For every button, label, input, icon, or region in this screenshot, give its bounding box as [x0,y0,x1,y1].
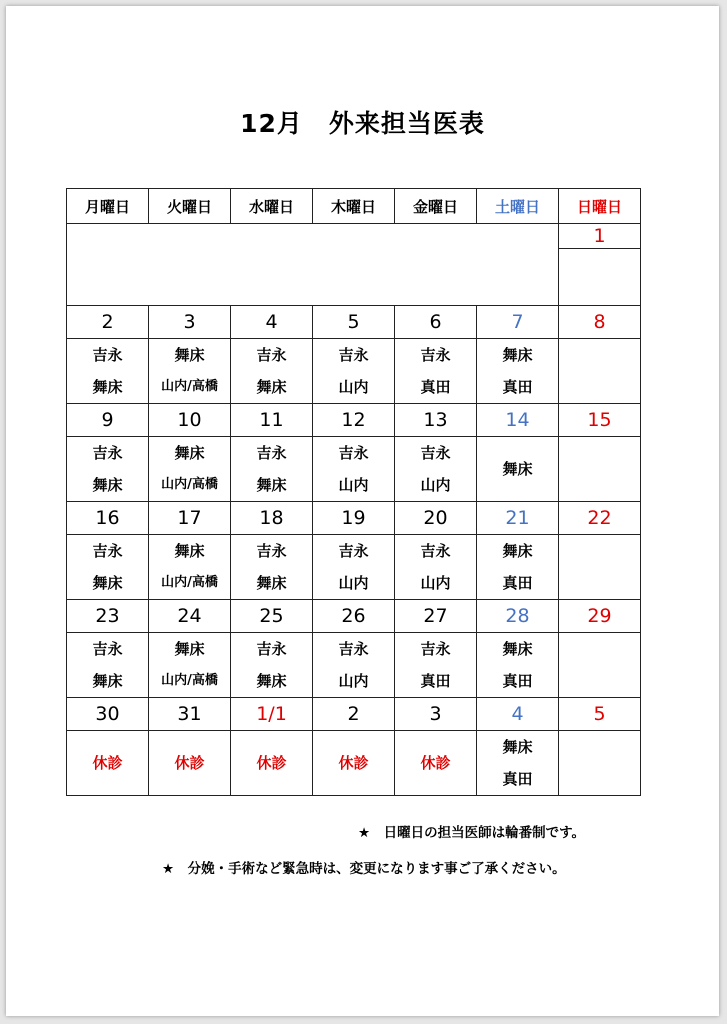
doctor-name: 山内 [338,476,369,494]
doctor-name: 山内 [420,476,451,494]
weekday-header-row [67,189,641,224]
doctor-name: 舞床 [502,738,533,756]
doctor-name: 吉永 [92,346,123,364]
date-cell: 18 [231,502,313,535]
doctor-name: 吉永 [256,444,287,462]
doctor-name: 真田 [502,378,533,396]
doctor-name: 真田 [502,672,533,690]
doctor-cell [313,535,395,600]
doctor-name: 山内 [338,672,369,690]
date-cell: 4 [231,306,313,339]
doctor-cell [313,339,395,404]
doctor-cell [149,437,231,502]
doctor-cell [67,633,149,698]
doctor-name: 舞床 [92,574,123,592]
doctor-name: 吉永 [256,346,287,364]
date-row [67,306,641,339]
doctor-name: 山内/高橋 [161,673,218,688]
doctor-cell [149,535,231,600]
doctor-cell [231,731,313,796]
doctor-name: 舞床 [174,542,205,560]
doctor-cell [477,535,559,600]
date-cell: 23 [67,600,149,633]
doctor-name: 舞床 [174,444,205,462]
doctor-name: 吉永 [92,640,123,658]
doctor-cell [559,731,641,796]
date-cell: 30 [67,698,149,731]
weekday-header-sunday: 日曜日 [559,189,641,224]
doctor-name: 舞床 [174,640,205,658]
doctor-cell [149,731,231,796]
page-title: 12月 外来担当医表 [240,109,485,138]
date-cell: 11 [231,404,313,437]
doctor-name: 山内 [420,574,451,592]
date-cell: 5 [559,698,641,731]
closed-label: 休診 [174,754,205,772]
date-cell: 1/1 [231,698,313,731]
date-row [67,502,641,535]
doctor-row [67,437,641,502]
doctor-name: 吉永 [92,542,123,560]
doctor-cell [231,339,313,404]
date-cell: 17 [149,502,231,535]
doctor-cell [477,633,559,698]
date-cell: 15 [559,404,641,437]
closed-label: 休診 [338,754,369,772]
weekday-header: 火曜日 [149,189,231,224]
note-item: ★ 日曜日の担当医師は輪番制です。 [358,825,586,841]
doctor-cell [67,535,149,600]
doctor-cell [477,731,559,796]
date-row [67,698,641,731]
date-cell: 26 [313,600,395,633]
date-cell: 5 [313,306,395,339]
doctor-cell [395,633,477,698]
note-item: ★ 分娩・手術など緊急時は、変更になります事ご了承ください。 [162,861,566,877]
doctor-name: 真田 [420,672,451,690]
schedule-sheet [6,6,719,1016]
doctor-cell [395,535,477,600]
date-cell: 3 [149,306,231,339]
doctor-row [67,731,641,796]
weekday-header: 月曜日 [67,189,149,224]
date-cell: 1 [559,224,641,249]
doctor-cell [477,437,559,502]
doctor-name: 舞床 [256,476,287,494]
date-cell: 2 [67,306,149,339]
empty-cell [67,224,559,306]
doctor-name: 吉永 [420,542,451,560]
doctor-cell [313,731,395,796]
date-cell: 29 [559,600,641,633]
doctor-name: 舞床 [92,672,123,690]
date-row [67,224,641,249]
doctor-cell [149,633,231,698]
doctor-name: 吉永 [420,640,451,658]
doctor-name: 山内 [338,574,369,592]
doctor-name: 山内/高橋 [161,575,218,590]
doctor-cell [559,339,641,404]
date-cell: 24 [149,600,231,633]
date-cell: 4 [477,698,559,731]
doctor-name: 吉永 [338,346,369,364]
doctor-name: 舞床 [174,346,205,364]
weekday-header: 木曜日 [313,189,395,224]
doctor-name: 舞床 [502,542,533,560]
closed-label: 休診 [92,754,123,772]
doctor-name: 舞床 [502,460,533,478]
doctor-name: 吉永 [338,444,369,462]
doctor-name: 吉永 [256,542,287,560]
date-cell: 25 [231,600,313,633]
doctor-cell [559,535,641,600]
date-cell: 20 [395,502,477,535]
date-cell: 27 [395,600,477,633]
date-cell: 9 [67,404,149,437]
date-cell: 10 [149,404,231,437]
date-row [67,600,641,633]
date-cell: 3 [395,698,477,731]
date-cell: 16 [67,502,149,535]
doctor-cell [231,437,313,502]
date-cell: 22 [559,502,641,535]
date-cell: 2 [313,698,395,731]
date-cell: 8 [559,306,641,339]
closed-label: 休診 [420,754,451,772]
doctor-row [67,339,641,404]
doctor-cell [559,437,641,502]
doctor-name: 吉永 [256,640,287,658]
doctor-cell [67,339,149,404]
doctor-cell [313,633,395,698]
doctor-name: 舞床 [256,574,287,592]
weekday-header: 金曜日 [395,189,477,224]
doctor-cell [313,437,395,502]
date-row [67,404,641,437]
doctor-name: 山内/高橋 [161,477,218,492]
doctor-name: 真田 [502,574,533,592]
date-cell: 12 [313,404,395,437]
closed-label: 休診 [256,754,287,772]
doctor-name: 吉永 [420,444,451,462]
date-cell: 7 [477,306,559,339]
doctor-cell [559,249,641,306]
doctor-cell [67,731,149,796]
date-cell: 19 [313,502,395,535]
doctor-name: 吉永 [338,542,369,560]
doctor-name: 山内/高橋 [161,379,218,394]
doctor-name: 舞床 [502,346,533,364]
doctor-cell [395,339,477,404]
doctor-cell [231,535,313,600]
doctor-row [67,535,641,600]
date-cell: 14 [477,404,559,437]
doctor-name: 舞床 [256,672,287,690]
doctor-name: 舞床 [502,640,533,658]
doctor-name: 真田 [420,378,451,396]
doctor-schedule-table [66,188,641,796]
doctor-name: 真田 [502,770,533,788]
doctor-cell [395,437,477,502]
doctor-name: 山内 [338,378,369,396]
date-cell: 21 [477,502,559,535]
weekday-header: 水曜日 [231,189,313,224]
doctor-name: 舞床 [92,476,123,494]
doctor-name: 舞床 [92,378,123,396]
doctor-cell [477,339,559,404]
doctor-cell [231,633,313,698]
doctor-name: 吉永 [420,346,451,364]
doctor-cell [67,437,149,502]
doctor-cell [559,633,641,698]
weekday-header-saturday: 土曜日 [477,189,559,224]
doctor-row [67,633,641,698]
doctor-cell [395,731,477,796]
date-cell: 13 [395,404,477,437]
doctor-name: 舞床 [256,378,287,396]
doctor-cell [149,339,231,404]
date-cell: 28 [477,600,559,633]
date-cell: 6 [395,306,477,339]
doctor-name: 吉永 [92,444,123,462]
date-cell: 31 [149,698,231,731]
doctor-name: 吉永 [338,640,369,658]
